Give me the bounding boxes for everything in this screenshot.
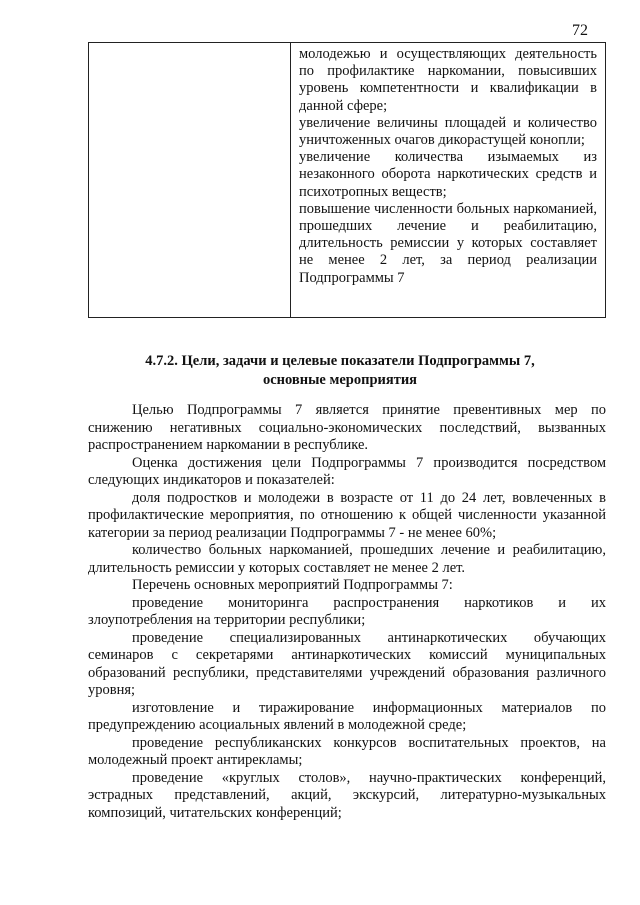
paragraph: Целью Подпрограммы 7 является принятие превентивных мер по снижению негативных социально-экономических последствий, вызванных распространением наркомании в республике. xyxy=(88,402,606,453)
table-item: увеличение величины площадей и количество уничтоженных очагов дикорастущей конопли; xyxy=(299,114,597,149)
table-item: повышение численности больных наркоманией, прошедших лечение и реабилитацию, длительность ремиссии у которых составляет не менее 2 лет, за период реализации Подпрограммы 7 xyxy=(299,200,597,286)
paragraph: Оценка достижения цели Подпрограммы 7 производится посредством следующих индикаторов и показателей: xyxy=(88,454,606,488)
page-number: 72 xyxy=(572,22,588,39)
paragraph: Перечень основных мероприятий Подпрограммы 7: xyxy=(132,577,453,593)
table-right-cell xyxy=(291,43,605,317)
table-left-cell xyxy=(89,43,291,317)
section-heading xyxy=(120,352,560,390)
body-text xyxy=(88,402,606,822)
paragraph: доля подростков и молодежи в возрасте от 11 до 24 лет, вовлеченных в профилактические мероприятия, по отношению к общей численности указанной категории за период реализации Подпрограммы 7 - не менее 60%; xyxy=(88,489,606,541)
section-heading-line2: основные мероприятия xyxy=(262,372,418,388)
paragraph: изготовление и тиражирование информационных материалов по предупреждению асоциальных явлений в молодежной среде; xyxy=(88,699,606,733)
paragraph: проведение специализированных антинаркотических обучающих семинаров с секретарями антинаркотических комиссий муниципальных образований республики, представителями учреждений образования различного уровня; xyxy=(88,629,606,698)
section-heading-line1: 4.7.2. Цели, задачи и целевые показатели Подпрограммы 7, xyxy=(145,353,535,369)
paragraph: количество больных наркоманией, прошедших лечение и реабилитацию, длительность ремиссии у которых составляет не менее 2 лет. xyxy=(88,542,606,576)
paragraph: проведение республиканских конкурсов воспитательных проектов, на молодежный проект антирекламы; xyxy=(88,734,606,768)
paragraph: проведение мониторинга распространения наркотиков и их злоупотребления на территории республики; xyxy=(88,594,606,628)
continued-table xyxy=(88,42,606,318)
table-item: молодежью и осуществляющих деятельность по профилактике наркомании, повысивших уровень компетентности и квалификации в данной сфере; xyxy=(299,46,597,114)
table-item: увеличение количества изымаемых из незаконного оборота наркотических средств и психотропных веществ; xyxy=(299,149,597,200)
paragraph: проведение «круглых столов», научно-практических конференций, эстрадных представлений, акций, экскурсий, литературно-музыкальных композиций, читательских конференций; xyxy=(88,769,606,821)
